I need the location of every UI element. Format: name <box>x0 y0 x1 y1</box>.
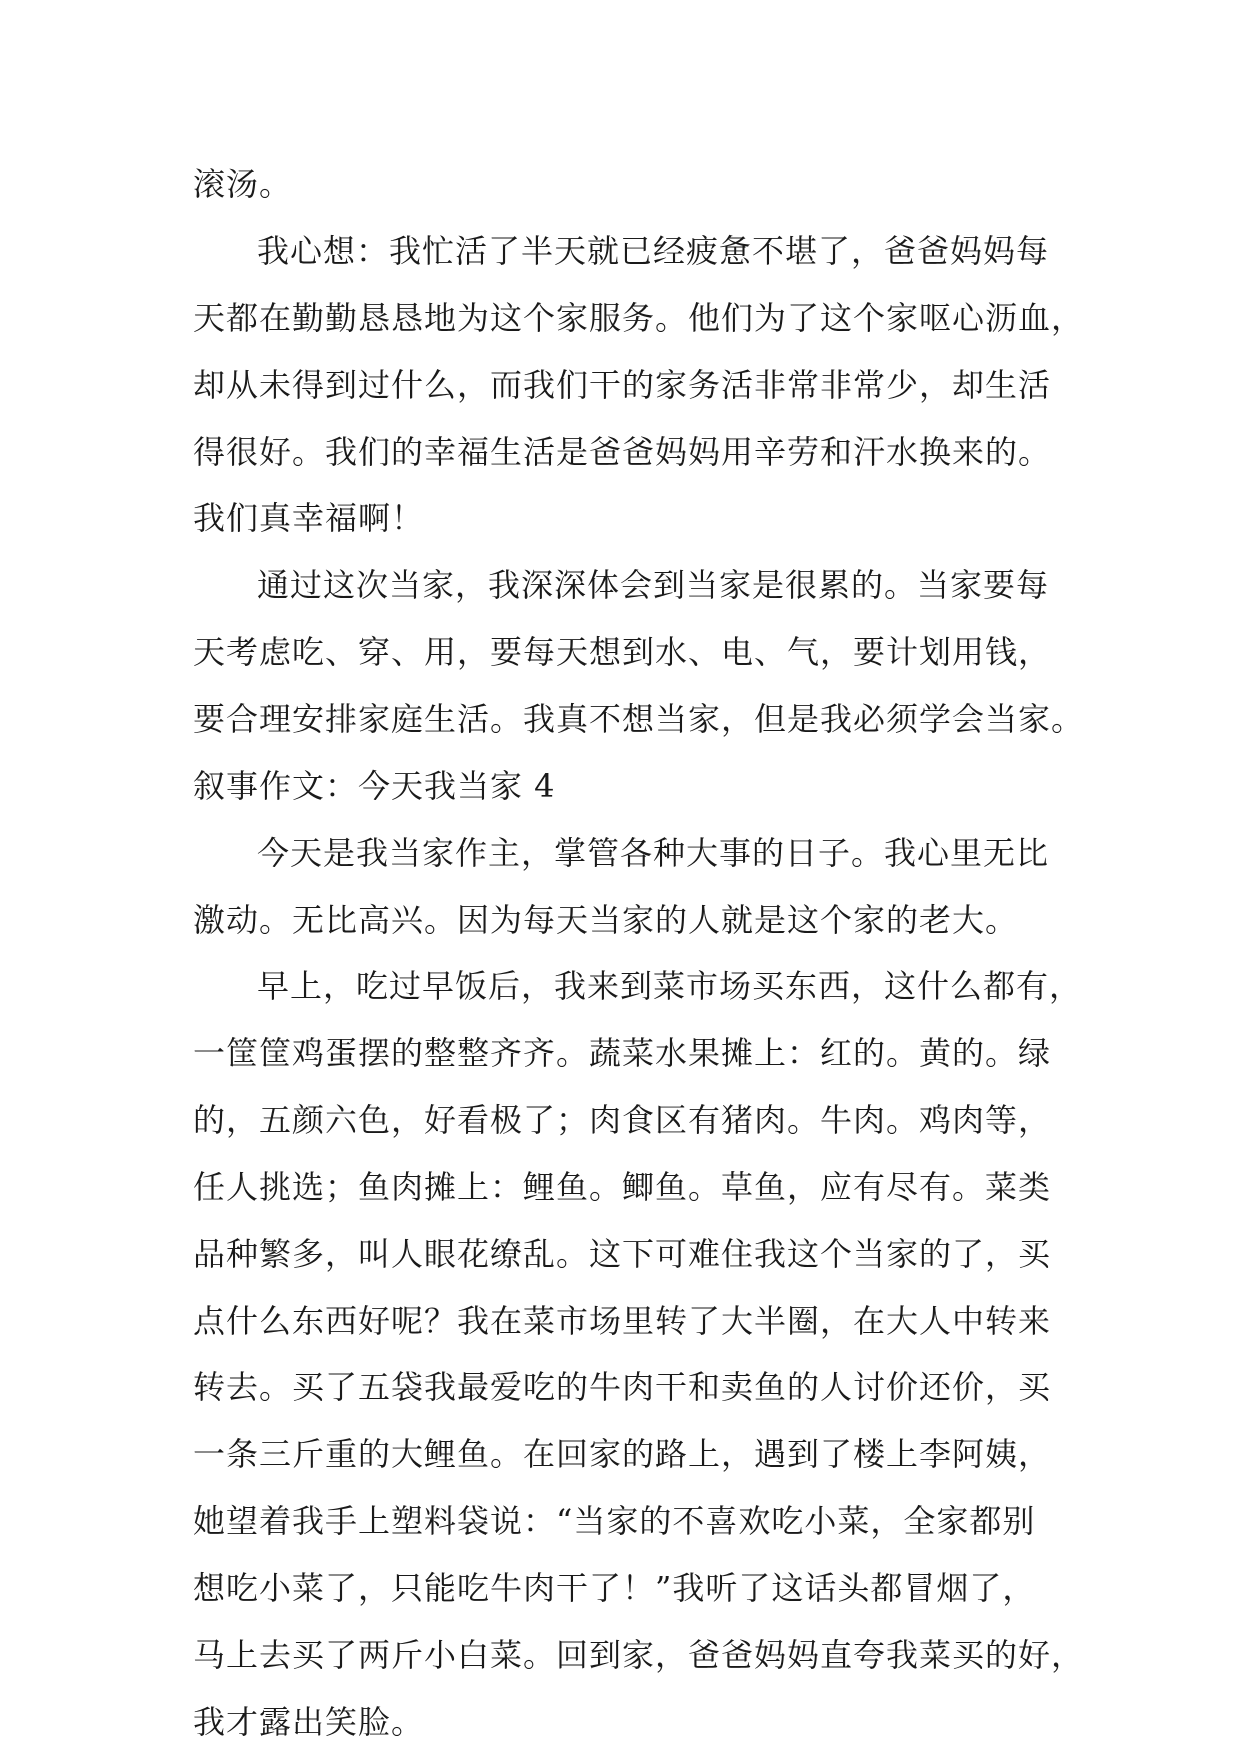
paragraph-start: 早上，吃过早饭后，我来到菜市场买东西，这什么都有， <box>257 967 1083 1005</box>
paragraph-start: 今天是我当家作主，掌管各种大事的日子。我心里无比 <box>257 834 1050 872</box>
text-line: 天都在勤勤恳恳地为这个家服务。他们为了这个家呕心沥血， <box>193 299 1085 337</box>
section-heading: 叙事作文：今天我当家 4 <box>193 767 556 805</box>
text-line: 我们真幸福啊！ <box>193 499 425 537</box>
text-line: 天考虑吃、穿、用，要每天想到水、电、气，要计划用钱， <box>193 633 1052 671</box>
text-line: 她望着我手上塑料袋说：“当家的不喜欢吃小菜，全家都别 <box>193 1502 1036 1540</box>
text-line: 激动。无比高兴。因为每天当家的人就是这个家的老大。 <box>193 901 1019 939</box>
text-line: 一条三斤重的大鲤鱼。在回家的路上，遇到了楼上李阿姨， <box>193 1435 1052 1473</box>
text-line: 转去。买了五袋我最爱吃的牛肉干和卖鱼的人讨价还价，买 <box>193 1368 1052 1406</box>
text-line: 的，五颜六色，好看极了；肉食区有猪肉。牛肉。鸡肉等， <box>193 1101 1052 1139</box>
text-line: 得很好。我们的幸福生活是爸爸妈妈用辛劳和汗水换来的。 <box>193 433 1052 471</box>
text-line: 任人挑选；鱼肉摊上：鲤鱼。鲫鱼。草鱼，应有尽有。菜类 <box>193 1168 1052 1206</box>
text-line: 却从未得到过什么，而我们干的家务活非常非常少，却生活 <box>193 366 1052 404</box>
text-line: 我才露出笑脸。 <box>193 1703 425 1741</box>
text-line: 品种繁多，叫人眼花缭乱。这下可难住我这个当家的了，买 <box>193 1235 1052 1273</box>
text-line: 想吃小菜了，只能吃牛肉干了！”我听了这话头都冒烟了， <box>193 1569 1036 1607</box>
text-line: 马上去买了两斤小白菜。回到家，爸爸妈妈直夸我菜买的好， <box>193 1636 1085 1674</box>
paragraph-start: 通过这次当家，我深深体会到当家是很累的。当家要每 <box>257 566 1050 604</box>
paragraph-start: 我心想：我忙活了半天就已经疲惫不堪了，爸爸妈妈每 <box>257 232 1050 270</box>
text-line: 滚汤。 <box>193 165 293 203</box>
text-line: 要合理安排家庭生活。我真不想当家，但是我必须学会当家。 <box>193 700 1085 738</box>
text-line: 点什么东西好呢？我在菜市场里转了大半圈，在大人中转来 <box>193 1302 1052 1340</box>
text-line: 一筐筐鸡蛋摆的整整齐齐。蔬菜水果摊上：红的。黄的。绿 <box>193 1034 1052 1072</box>
